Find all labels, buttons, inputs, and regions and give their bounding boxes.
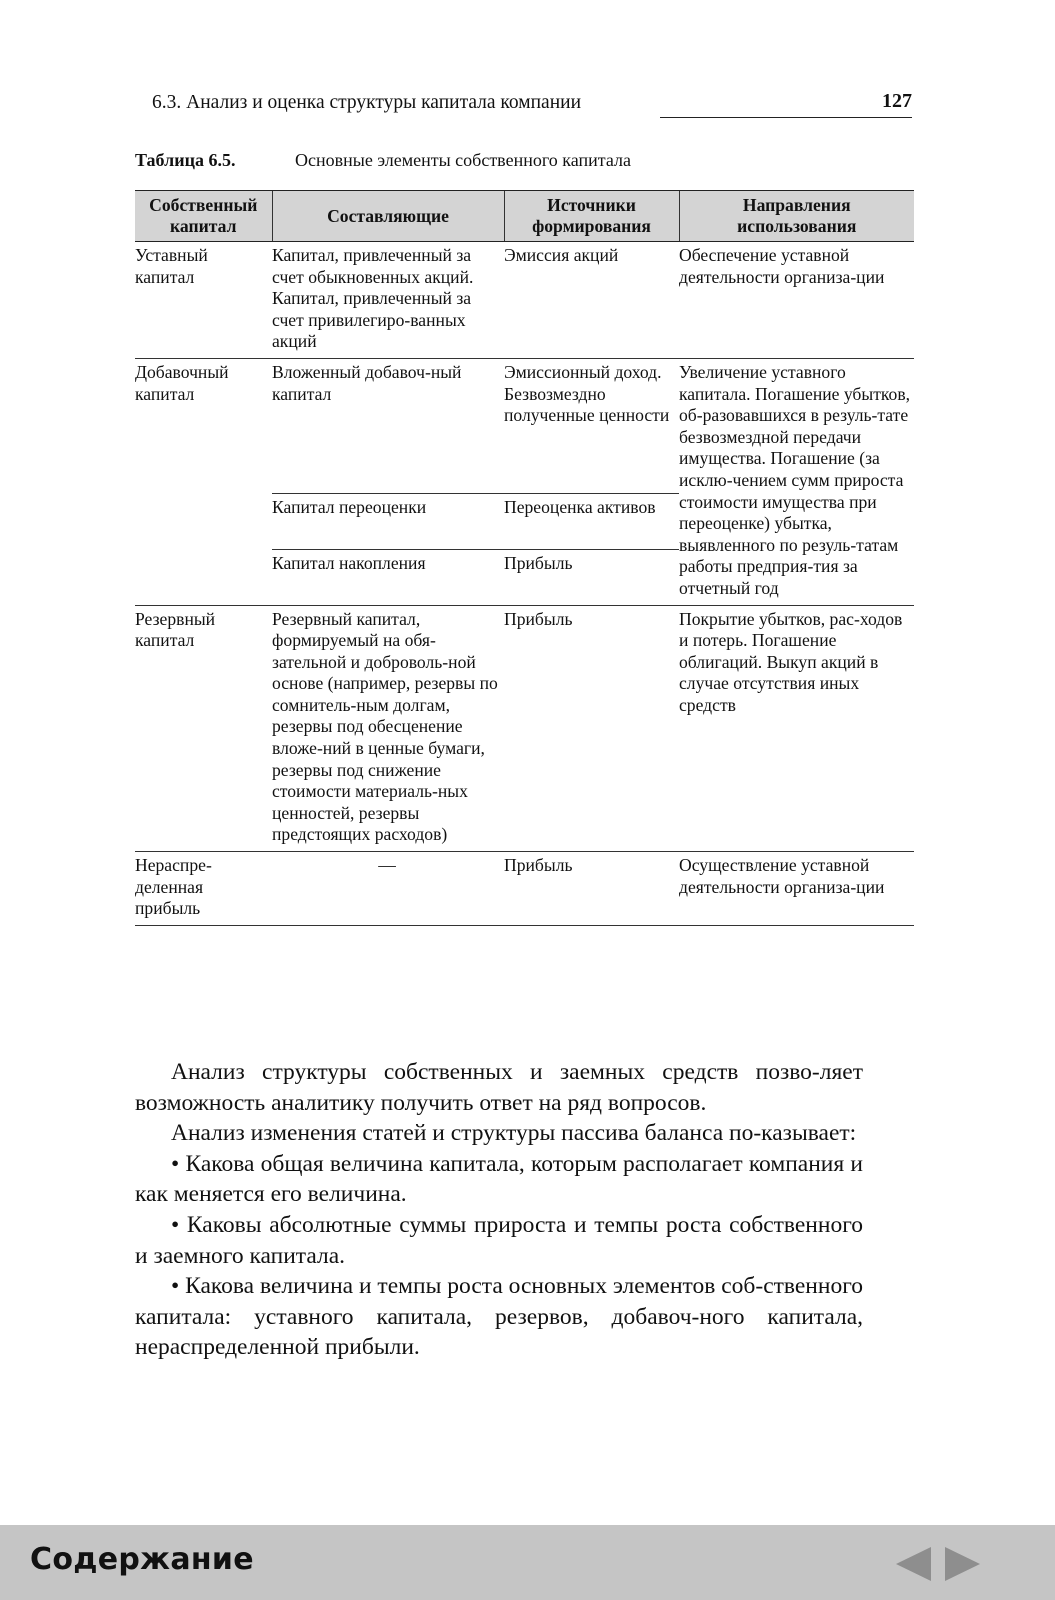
table-row xyxy=(135,605,914,852)
cell-usage: Увеличение уставного капитала. Погашение убытков, об-разовавшихся в резуль-тате безвозмездной передачи имущества. Погашение (за исклю-чением сумм прироста стоимости имущества при переоценке) убытка, выявленного по резуль-татам работы предприя-тия за отчетный год xyxy=(679,358,914,605)
body-text xyxy=(135,1057,863,1363)
header-components: Составляющие xyxy=(272,191,504,242)
cell-equity: Уставный капитал xyxy=(135,242,272,359)
previous-page-button[interactable] xyxy=(893,1545,933,1583)
cell-sources: Эмиссия акций xyxy=(504,242,679,359)
arrow-left-icon xyxy=(893,1545,933,1583)
cell-components: Резервный капитал, формируемый на обя-зательной и доброволь-ной основе (например, резервы по сомнитель-ным долгам, резервы под обесценение вложе-ний в ценные бумаги, резервы под снижение стоимости материаль-ных ценностей, резервы предстоящих расходов) xyxy=(272,605,504,852)
cell-components: Капитал накопления xyxy=(272,549,504,605)
cell-usage: Осуществление уставной деятельности организа-ции xyxy=(679,852,914,926)
bullet-item: • Какова общая величина капитала, которым располагает компания и как меняется его величина. xyxy=(135,1150,863,1208)
table-row xyxy=(135,852,914,926)
cell-usage: Покрытие убытков, рас-ходов и потерь. Погашение облигаций. Выкуп акций в случае отсутствия иных средств xyxy=(679,605,914,852)
paragraph: Анализ изменения статей и структуры пассива баланса по-казывает: xyxy=(171,1120,857,1147)
running-head xyxy=(152,88,912,120)
footer-nav-bar xyxy=(0,1525,1055,1600)
table-row xyxy=(135,242,914,359)
cell-sources: Переоценка активов xyxy=(504,493,679,549)
cell-sources: Прибыль xyxy=(504,549,679,605)
bullet-item: • Каковы абсолютные суммы прироста и темпы роста собственного и заемного капитала. xyxy=(135,1211,863,1269)
header-sources: Источники формирования xyxy=(504,191,679,242)
cell-sources: Прибыль xyxy=(504,852,679,926)
cell-sources: Прибыль xyxy=(504,605,679,852)
cell-usage: Обеспечение уставной деятельности организа-ции xyxy=(679,242,914,359)
table-row xyxy=(135,358,914,493)
contents-link[interactable]: Содержание xyxy=(30,1542,254,1577)
table-header-row xyxy=(135,191,914,242)
cell-sources: Эмиссионный доход. Безвозмездно полученные ценности xyxy=(504,358,679,493)
arrow-right-icon xyxy=(943,1545,983,1583)
table-number: Таблица 6.5. xyxy=(135,150,236,170)
section-title: 6.3. Анализ и оценка структуры капитала компании xyxy=(152,92,589,114)
next-page-button[interactable] xyxy=(943,1545,983,1583)
header-equity: Собственный капитал xyxy=(135,191,272,242)
bullet-item: • Какова величина и темпы роста основных элементов соб-ственного капитала: уставного капитала, резервов, добавоч-ного капитала, нераспределенной прибыли. xyxy=(135,1273,863,1361)
cell-equity: Резервный капитал xyxy=(135,605,272,852)
table-title: Основные элементы собственного капитала xyxy=(295,150,631,170)
cell-components: Вложенный добавоч-ный капитал xyxy=(272,358,504,493)
page-number: 127 xyxy=(882,90,912,112)
cell-equity: Нераспре-деленная прибыль xyxy=(135,852,272,926)
header-usage: Направления использования xyxy=(679,191,914,242)
cell-components: Капитал переоценки xyxy=(272,493,504,549)
equity-elements-table xyxy=(135,190,914,926)
cell-equity: Добавочный капитал xyxy=(135,358,272,605)
table-caption xyxy=(135,150,631,171)
paragraph: Анализ структуры собственных и заемных средств позво-ляет возможность аналитику получить ответ на ряд вопросов. xyxy=(135,1059,863,1116)
cell-components: Капитал, привлеченный за счет обыкновенных акций. Капитал, привлеченный за счет привилегиро-ванных акций xyxy=(272,242,504,359)
cell-components: — xyxy=(272,852,504,926)
header-rule xyxy=(660,117,912,118)
